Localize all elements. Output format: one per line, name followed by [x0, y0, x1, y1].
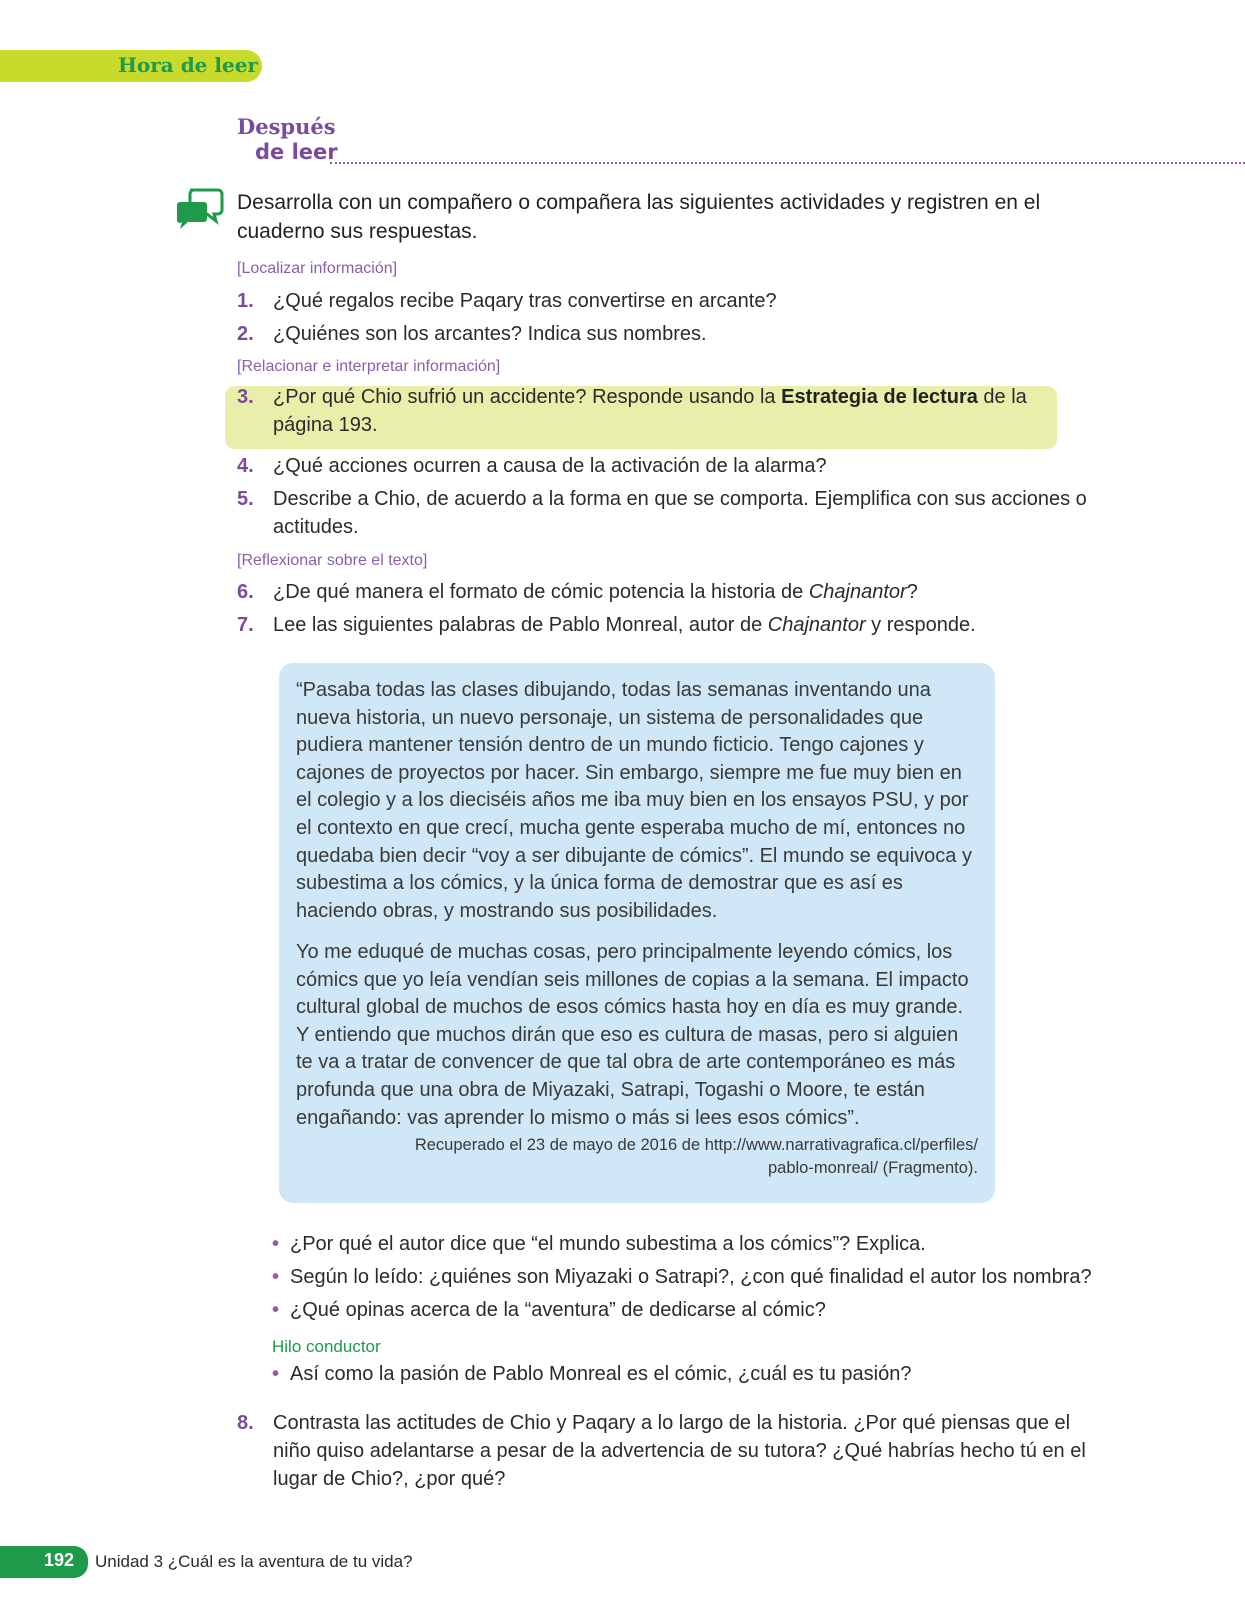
- bullet-item: • Según lo leído: ¿quiénes son Miyazaki o Satrapi?, ¿con qué finalidad el autor los nombra?: [272, 1263, 1132, 1291]
- question-1: [237, 287, 1107, 315]
- quote-paragraph-2: Yo me eduqué de muchas cosas, pero principalmente leyendo cómics, los cómics que yo leía vendían seis millones de copias a la semana. El impacto cultural global de muchos de esos cómics hasta hoy en día es muy grande. Y entiendo que muchos dirán que eso es cultura de masas, pero si alguien te va a tratar de convencer de que tal obra de arte contemporáneo es más profunda que una obra de Miyazaki, Satrapi, Togashi o Moore, te están engañando: vas aprender lo mismo o más si lees esos cómics”.: [296, 941, 969, 1129]
- section-tab-label: Hora de leer: [118, 53, 258, 77]
- question-number: 3.: [237, 386, 254, 408]
- question-text: Describe a Chio, de acuerdo a la forma en que se comporta. Ejemplifica con sus acciones o actitudes.: [273, 488, 1087, 538]
- question-2: [237, 320, 1107, 348]
- question-text: Contrasta las actitudes de Chio y Paqary a lo largo de la historia. ¿Por qué piensas que el niño quiso adelantarse a pesar de la advertencia de su tutora? ¿Qué habrías hecho tú en el lugar de Chio?, ¿por qué?: [273, 1412, 1086, 1490]
- quote-source-line1: Recuperado el 23 de mayo de 2016 de http://www.narrativagrafica.cl/perfiles/: [414, 1136, 978, 1154]
- activity-instructions: Desarrolla con un compañero o compañera las siguientes actividades y registren en el cuaderno sus respuestas.: [237, 191, 1041, 243]
- question-number: 7.: [237, 614, 254, 636]
- bullet-dot: •: [272, 1299, 280, 1321]
- unit-title: Unidad 3 ¿Cuál es la aventura de tu vida?: [95, 1552, 413, 1571]
- quote-paragraph-1: “Pasaba todas las clases dibujando, todas las semanas inventando una nueva historia, un nuevo personaje, un sistema de personalidades que pudiera mantener tensión dentro de un mundo ficticio. Tengo cajones y cajones de proyectos por hacer. Sin embargo, siempre me fue muy bien en el colegio y a los dieciséis años me iba muy bien en los ensayos PSU, y por el contexto en que crecí, mucha gente esperaba mucho de mí, entonces no quedaba bien decir “voy a ser dibujante de cómics”. El mundo se equivoca y subestima a los cómics, y la única forma de demostrar que es así es haciendo obras, y mostrando sus posibilidades.: [296, 679, 972, 922]
- question-5: [237, 485, 1107, 541]
- question-number: 2.: [237, 323, 254, 345]
- question-number: 1.: [237, 290, 254, 312]
- question-4: [237, 452, 1107, 480]
- bullet-dot: •: [272, 1266, 280, 1288]
- speech-bubbles-icon: [176, 188, 224, 232]
- category-localizar: [Localizar información]: [237, 260, 398, 277]
- question-number: 4.: [237, 455, 254, 477]
- bullet-item: • ¿Por qué el autor dice que “el mundo subestima a los cómics”? Explica.: [272, 1230, 1132, 1258]
- question-8: [237, 1409, 1107, 1493]
- category-relacionar: [Relacionar e interpretar información]: [237, 358, 501, 375]
- strategy-reference: Estrategia de lectura: [781, 386, 978, 408]
- page-number: 192: [44, 1550, 75, 1570]
- bullet-item: • ¿Qué opinas acerca de la “aventura” de dedicarse al cómic?: [272, 1296, 1132, 1324]
- question-text: ¿Qué regalos recibe Paqary tras convertirse en arcante?: [273, 290, 777, 312]
- bullet-dot: •: [272, 1363, 280, 1385]
- hilo-conductor-label: Hilo conductor: [272, 1337, 381, 1356]
- section-divider: [330, 162, 1245, 164]
- question-3: [237, 383, 1037, 439]
- book-title: Chajnantor: [808, 581, 907, 603]
- question-text: ¿Por qué Chio sufrió un accidente? Responde usando la Estrategia de lectura de la página 193.: [273, 386, 1027, 436]
- quote-source-line2: pablo-monreal/ (Fragmento).: [767, 1159, 978, 1177]
- bullet-dot: •: [272, 1233, 280, 1255]
- question-number: 5.: [237, 488, 254, 510]
- category-reflexionar: [Reflexionar sobre el texto]: [237, 552, 428, 569]
- bullet-item-hilo: • Así como la pasión de Pablo Monreal es el cómic, ¿cuál es tu pasión?: [272, 1360, 1132, 1388]
- question-7: [237, 611, 1107, 639]
- section-title-line2: de leer: [255, 140, 338, 164]
- question-number: 6.: [237, 581, 254, 603]
- question-text: ¿De qué manera el formato de cómic potencia la historia de Chajnantor?: [273, 581, 918, 603]
- quote-source: [296, 1134, 978, 1180]
- question-6: [237, 578, 1107, 606]
- question-number: 8.: [237, 1412, 254, 1434]
- question-text: Lee las siguientes palabras de Pablo Monreal, autor de Chajnantor y responde.: [273, 614, 976, 636]
- question-text: ¿Quiénes son los arcantes? Indica sus nombres.: [273, 323, 707, 345]
- section-title-line1: Después: [237, 114, 336, 139]
- book-title: Chajnantor: [767, 614, 866, 636]
- question-text: ¿Qué acciones ocurren a causa de la activación de la alarma?: [273, 455, 827, 477]
